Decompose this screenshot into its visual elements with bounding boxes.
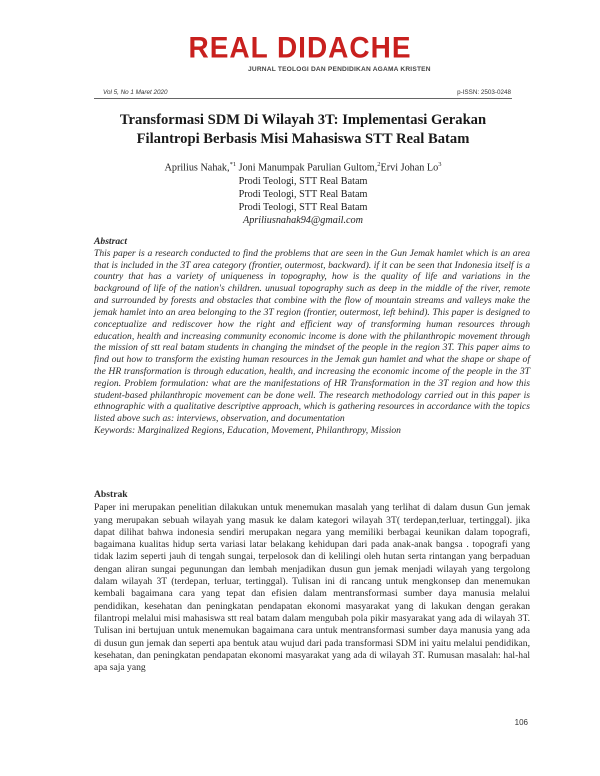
author-block: [94, 158, 512, 227]
affiliation-3: Prodi Teologi, STT Real Batam: [238, 202, 368, 213]
keywords: Keywords: Marginalized Regions, Education, Movement, Philanthropy, Mission: [94, 425, 401, 436]
journal-subtitle: JURNAL TEOLOGI DAN PENDIDIKAN AGAMA KRISTEN: [248, 66, 431, 73]
author-email[interactable]: Apriliusnahak94@gmail.com: [242, 215, 363, 227]
header-divider: [94, 98, 512, 99]
abstract-body: This paper is a research conducted to find the problems that are seen in the Gun Jemak hamlet which is an area that is included in the 3T area category (frontier, outermost, backward). if it can be seen that Indonesia itself is a country that has a variety of uniqueness in topography, how is the quality of life and variations in the background of life of the nation's children. unusual topography such as deep in the middle of the river, remote and surrounded by forests and obstacles that combine with the flow of mountain streams and valleys make the jemak hamlet into an area belonging to the 3T region (frontier, outermost, left behind). This paper is designed to conceptualize and rediscover how the right and efficient way of transforming human resources through education, health and increasing community economic income is done with the philanthropic movement through the mission of stt real batam students in changing the mindset of the people in the region 3T. This paper aims to find out how to transform the existing human resources in the Jemak gun hamlet and what the shape or shape of the HR transformation is through education, health, and increasing the economic income of the people in the 3T region. Problem formulation: what are the manifestations of HR Transformation in the 3T region and how this student-based philanthropic movement can be done well. The research methodology carried out in this paper is ethnographic with a qualitative descriptive approach, which is gathering resources in accordance with the topics listed above such as: interviews, observation, and documentation: [94, 247, 530, 425]
affiliation-1: Prodi Teologi, STT Real Batam: [238, 175, 368, 187]
journal-logo: [0, 33, 600, 63]
page-number: 106: [514, 718, 528, 727]
abstrak-body: Paper ini merupakan penelitian dilakukan untuk menemukan masalah yang terlihat di dalam dusun Gun jemak yang merupakan sebuah wilayah yang masuk ke dalam kategori wilayah 3T( terdepan,terluar, tertinggal). jika dapat dilihat bahwa indonesia sendiri merupakan negara yang memiliki berbagai keunikan dalam topografi, bagaimana kualitas hidup serta variasi latar belakang kehidupan dari pada anak-anak bangsa . topografi yang tidak lazim seperti jauh di tengah sungai, terpelosok dan di kelilingi oleh hutan serta rintangan yang berpaduan dengan aliran sungai pegunungan dan lembah menjadikan dusun gun jemak menjadi wilayah yang tergolong dalam wilayah 3T (terdepan, terluar, tertinggal). Tulisan ini di rancang untuk mengkonsep dan menemukan kembali bagaimana cara yang tepat dan efisien dalam mentransformasi sumber daya manusia melalui pendidikan, kesehatan dan peningkatan pendapatan ekonomi masyarakat yang di lakukan dengan gerakan filantropi melalui misi mahasiswa stt real batam dalam mengubah pola pikir masyarakat yang ada di wilayah 3T. Tulisan ini bertujuan untuk menemukan bagaimana cara untuk mentransformasi sumber daya manusia yang ada di dusun gun jemak dan seperti apa bentuk atau wujud dari pada transformasi SDM ini yaitu melalui pendidikan, kesehatan, dan peningkatan pendapatan ekonomi masyarakat yang ada di wilayah 3T. Rumusan masalah: hal-hal apa saja yang: [94, 502, 530, 674]
affiliation-2: Prodi Teologi, STT Real Batam: [238, 188, 368, 200]
issn: p-ISSN: 2503-0248: [457, 89, 511, 96]
author-2-sup: 2: [377, 161, 381, 168]
author-2: Joni Manumpak Parulian Gultom,: [236, 162, 378, 174]
paper-title: Transformasi SDM Di Wilayah 3T: Implementasi Gerakan Filantropi Berbasis Misi Mahasiswa STT Real Batam: [119, 112, 487, 147]
abstract-english: [94, 236, 530, 437]
abstrak-heading: Abstrak: [94, 489, 128, 500]
volume-info: Vol 5, No 1 Maret 2020: [103, 89, 168, 96]
abstract-indonesian: [94, 489, 530, 674]
author-1: Aprilius Nahak,: [164, 162, 230, 174]
abstract-heading: Abstract: [94, 236, 128, 247]
author-3: Ervi Johan Lo: [380, 162, 439, 174]
author-line: [94, 158, 512, 175]
journal-logo-text: REAL DIDACHE: [188, 31, 412, 64]
author-3-sup: 3: [438, 161, 442, 168]
author-1-sup: *1: [229, 161, 237, 168]
